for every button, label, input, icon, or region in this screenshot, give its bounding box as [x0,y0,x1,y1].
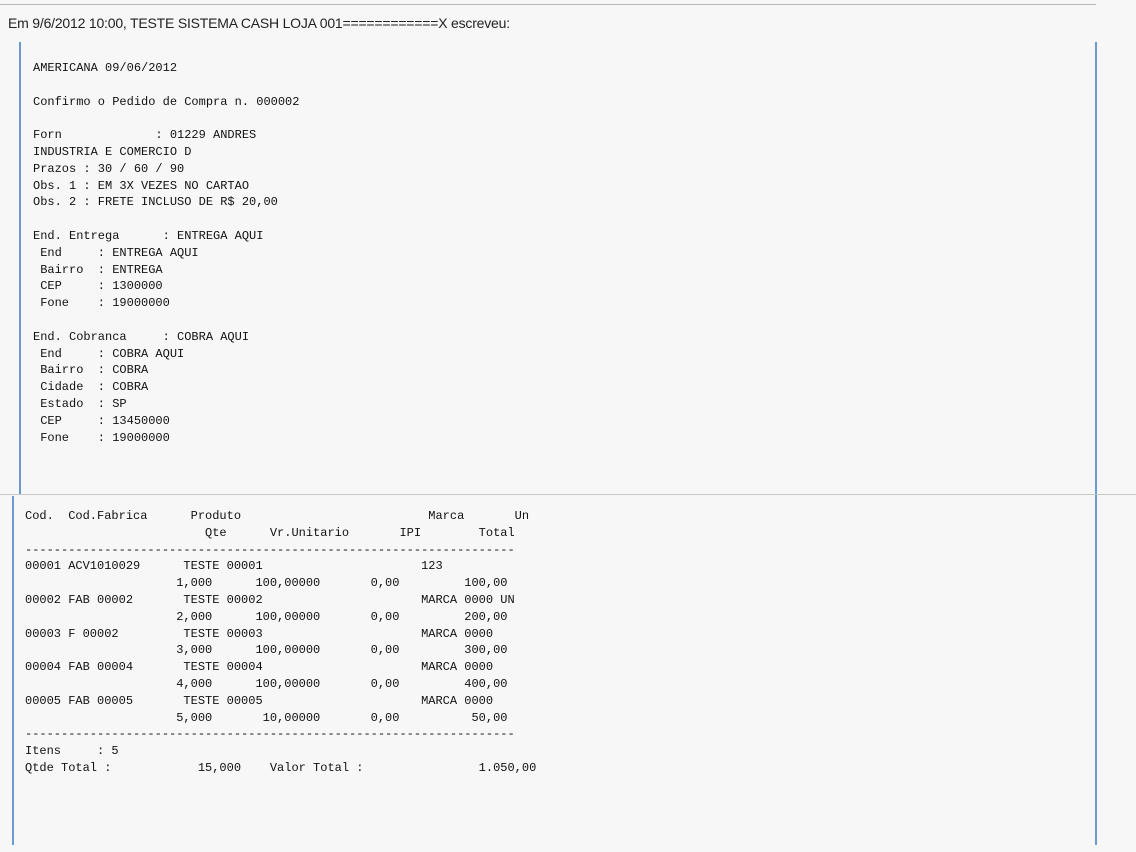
delivery-cep: CEP : 1300000 [33,279,163,294]
table-header-row-1: Cod. Cod.Fabrica Produto Marca Un [25,509,530,523]
email-quote-header: Em 9/6/2012 10:00, TESTE SISTEMA CASH LOJA 001============X escreveu: [8,15,510,31]
item-1-line-2: 1,000 100,00000 0,00 100,00 [25,576,508,591]
billing-estado: Estado : SP [33,396,127,411]
items-count: Itens : 5 [25,744,119,759]
item-3-line-2: 3,000 100,00000 0,00 300,00 [25,643,508,658]
quote-bar-upper [19,42,21,495]
quote-bar-lower [12,496,14,845]
billing-title: End. Cobranca : COBRA AQUI [33,329,250,344]
item-1-line-1: 00001 ACV1010029 TESTE 00001 123 [25,559,443,574]
delivery-title: End. Entrega : ENTREGA AQUI [33,228,264,243]
table-header-row-2: Qte Vr.Unitario IPI Total [25,525,515,540]
delivery-address: End : ENTREGA AQUI [33,245,199,260]
item-2-line-2: 2,000 100,00000 0,00 200,00 [25,609,508,624]
order-items-block [25,508,536,777]
table-rule: -------------------------------------------------------------------- [25,542,515,557]
totals-line: Qtde Total : 15,000 Valor Total : 1.050,00 [25,760,537,775]
billing-bairro: Bairro : COBRA [33,363,149,378]
table-rule-bottom: -------------------------------------------------------------------- [25,727,515,742]
order-confirmation: Confirmo o Pedido de Compra n. 000002 [33,94,300,109]
observation-1: Obs. 1 : EM 3X VEZES NO CARTAO [33,178,250,193]
supplier-name: INDUSTRIA E COMERCIO D [33,144,192,159]
city-date: AMERICANA 09/06/2012 [33,61,178,75]
item-2-line-1: 00002 FAB 00002 TESTE 00002 MARCA 0000 UN [25,592,515,607]
billing-fone: Fone : 19000000 [33,430,170,445]
delivery-bairro: Bairro : ENTREGA [33,262,163,277]
item-5-line-2: 5,000 10,00000 0,00 50,00 [25,710,508,725]
supplier-line: Forn : 01229 ANDRES [33,128,257,143]
billing-cidade: Cidade : COBRA [33,380,149,395]
delivery-fone: Fone : 19000000 [33,296,170,311]
item-4-line-1: 00004 FAB 00004 TESTE 00004 MARCA 0000 [25,660,494,675]
observation-2: Obs. 2 : FRETE INCLUSO DE R$ 20,00 [33,195,278,210]
top-divider [0,4,1096,5]
billing-cep: CEP : 13450000 [33,413,170,428]
item-3-line-1: 00003 F 00002 TESTE 00003 MARCA 0000 [25,626,494,641]
section-divider [0,494,1136,495]
item-5-line-1: 00005 FAB 00005 TESTE 00005 MARCA 0000 [25,693,494,708]
billing-address: End : COBRA AQUI [33,346,185,361]
order-header-block [33,60,299,446]
payment-terms: Prazos : 30 / 60 / 90 [33,161,185,176]
item-4-line-2: 4,000 100,00000 0,00 400,00 [25,676,508,691]
